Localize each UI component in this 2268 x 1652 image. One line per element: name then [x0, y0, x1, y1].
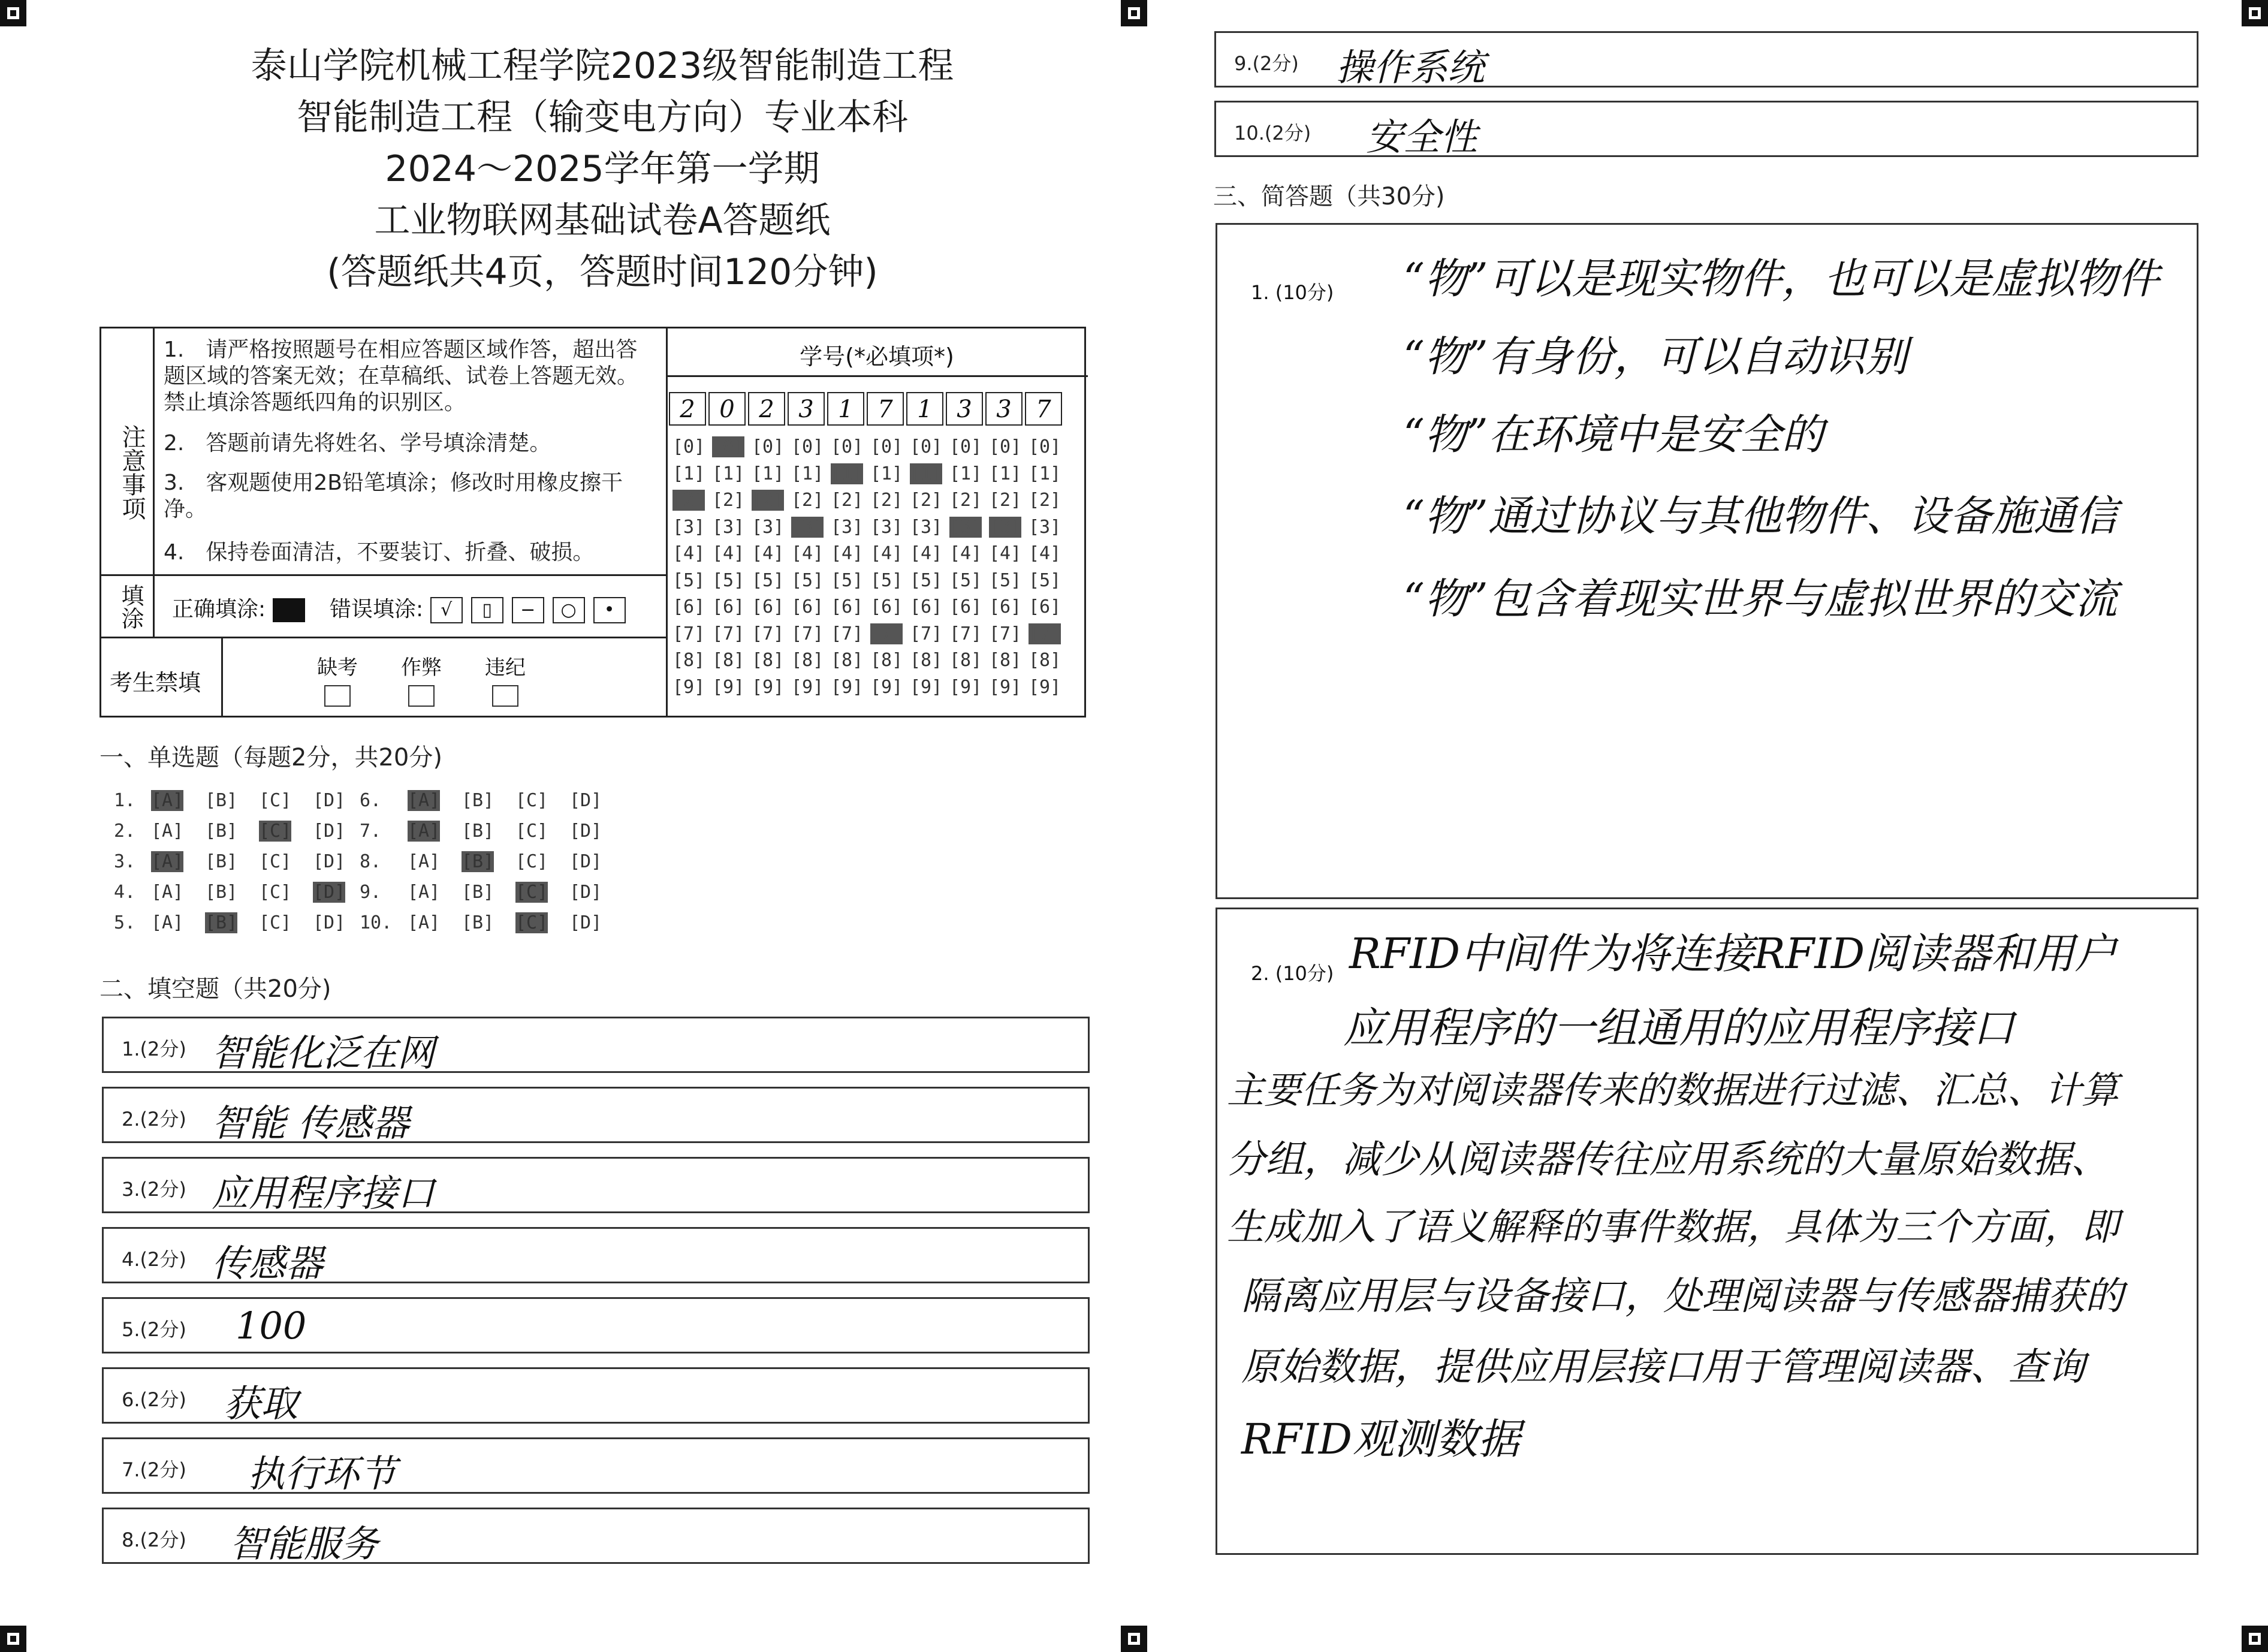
student-id-bubble[interactable]: [6]: [870, 596, 903, 617]
mcq-option[interactable]: [B]: [205, 790, 238, 811]
student-id-bubble[interactable]: [4]: [831, 543, 864, 564]
mcq-option[interactable]: [B]: [205, 851, 238, 872]
student-id-bubble[interactable]: [2]: [831, 490, 864, 511]
student-id-bubble[interactable]: [7]: [989, 623, 1022, 644]
student-id-bubble[interactable]: [6]: [712, 596, 745, 617]
fill-answer-label: 7.(2分): [122, 1458, 186, 1481]
student-id-bubble[interactable]: [8]: [870, 650, 903, 671]
student-id-bubble[interactable]: [6]: [910, 596, 943, 617]
student-id-bubble[interactable]: [3]: [752, 516, 785, 538]
fill-answer-label: 4.(2分): [122, 1248, 186, 1271]
notice-item-2: 2. 答题前请先将姓名、学号填涂清楚。: [164, 431, 551, 456]
wrong-fill-check: √: [430, 597, 463, 623]
wrong-fill-dot: •: [593, 597, 626, 623]
student-id-bubble[interactable]: [6]: [791, 596, 824, 617]
fill-answer-value: 安全性: [1366, 115, 1478, 159]
fill-answer-7[interactable]: [102, 1437, 1090, 1494]
mcq-number: 6.: [360, 790, 382, 811]
student-id-bubble[interactable]: [5]: [831, 569, 864, 591]
student-id-bubble[interactable]: [6]: [672, 596, 705, 617]
fill-answer-value: 智能服务: [230, 1522, 379, 1566]
mcq-number: 7.: [360, 821, 382, 842]
student-id-bubble[interactable]: [7]: [791, 623, 824, 644]
student-id-bubble[interactable]: [2]: [870, 490, 903, 511]
student-id-digit: 3: [985, 392, 1023, 426]
corner-marker-bottom-mid: [1121, 1626, 1147, 1652]
student-id-bubble[interactable]: [4]: [752, 543, 785, 564]
mcq-option[interactable]: [B]: [462, 851, 494, 872]
student-id-bubble[interactable]: [8]: [831, 650, 864, 671]
student-id-bubble[interactable]: [7]: [752, 623, 785, 644]
corner-marker-top-left: [0, 0, 26, 26]
short-answer-1-line: “物”可以是现实物件，也可以是虚拟物件: [1403, 254, 2160, 303]
short-answer-2-line: 分组，减少从阅读器传往应用系统的大量原始数据、: [1227, 1138, 2109, 1182]
student-id-bubble[interactable]: [0]: [712, 436, 745, 457]
mcq-option[interactable]: [A]: [408, 882, 441, 903]
corner-marker-top-right: [2242, 0, 2268, 26]
fill-answer-10[interactable]: [1214, 101, 2198, 157]
student-id-bubble[interactable]: [4]: [910, 543, 943, 564]
fill-answer-value: 传感器: [212, 1241, 324, 1285]
student-id-bubble[interactable]: [9]: [752, 676, 785, 698]
student-id-bubble[interactable]: [3]: [949, 516, 982, 538]
student-id-bubble[interactable]: [6]: [831, 596, 864, 617]
mcq-number: 4.: [114, 882, 136, 903]
short-answer-1-label: 1. (10分): [1251, 281, 1334, 304]
mcq-option[interactable]: [A]: [408, 851, 441, 872]
student-id-bubble[interactable]: [2]: [672, 490, 705, 511]
fill-answer-label: 5.(2分): [122, 1318, 186, 1341]
student-id-bubble[interactable]: [4]: [1029, 543, 1061, 564]
corner-marker-bottom-right: [2242, 1626, 2268, 1652]
wrong-fill-partial: ▯: [471, 597, 503, 623]
fill-answer-6[interactable]: [102, 1367, 1090, 1424]
student-id-bubble[interactable]: [7]: [949, 623, 982, 644]
header-line-2: 智能制造工程（输变电方向）专业本科: [297, 97, 908, 138]
student-id-digit: 0: [708, 392, 746, 426]
fill-answer-label: 10.(2分): [1234, 122, 1311, 144]
student-id-bubble[interactable]: [5]: [910, 569, 943, 591]
mcq-option[interactable]: [A]: [408, 821, 441, 842]
mcq-option[interactable]: [D]: [313, 790, 346, 811]
mcq-number: 5.: [114, 912, 136, 933]
student-id-bubble[interactable]: [0]: [752, 436, 785, 457]
student-id-bubble[interactable]: [1]: [949, 463, 982, 484]
student-id-bubble[interactable]: [9]: [831, 676, 864, 698]
student-id-bubble[interactable]: [3]: [910, 516, 943, 538]
student-id-bubble[interactable]: [0]: [989, 436, 1022, 457]
fill-answer-label: 1.(2分): [122, 1038, 186, 1060]
fill-answer-value: 执行环节: [248, 1452, 397, 1496]
mcq-option[interactable]: [D]: [569, 790, 602, 811]
student-id-bubble[interactable]: [5]: [791, 569, 824, 591]
mcq-option[interactable]: [B]: [205, 912, 238, 933]
prohibited-absent: 缺考: [317, 651, 358, 707]
notice-item-1: 1. 请严格按照题号在相应答题区域作答，超出答题区域的答案无效；在草稿纸、试卷上答题无效。禁止填涂答题纸四角的识别区。: [164, 337, 639, 415]
section2-title: 二、填空题（共20分): [99, 975, 331, 1003]
student-id-bubble[interactable]: [7]: [1029, 623, 1061, 644]
student-id-digit: 7: [867, 392, 904, 426]
student-id-bubble[interactable]: [6]: [1029, 596, 1061, 617]
student-id-bubble[interactable]: [1]: [1029, 463, 1061, 484]
student-id-bubble[interactable]: [4]: [870, 543, 903, 564]
student-id-bubble[interactable]: [0]: [910, 436, 943, 457]
student-id-bubble[interactable]: [9]: [949, 676, 982, 698]
student-id-bubble[interactable]: [7]: [870, 623, 903, 644]
mcq-option[interactable]: [A]: [151, 912, 184, 933]
short-answer-2[interactable]: [1216, 908, 2198, 1555]
mcq-number: 8.: [360, 851, 382, 872]
mcq-number: 10.: [360, 912, 393, 933]
mcq-option[interactable]: [B]: [462, 790, 494, 811]
student-id-bubble[interactable]: [8]: [752, 650, 785, 671]
fill-answer-label: 9.(2分): [1234, 52, 1299, 75]
fill-answer-5[interactable]: [102, 1297, 1090, 1353]
mcq-option[interactable]: [A]: [151, 821, 184, 842]
header-line-4: 工业物联网基础试卷A答题纸: [374, 200, 831, 242]
student-id-bubble[interactable]: [9]: [910, 676, 943, 698]
student-id-bubble[interactable]: [5]: [949, 569, 982, 591]
mcq-option[interactable]: [B]: [462, 912, 494, 933]
student-id-bubble[interactable]: [1]: [672, 463, 705, 484]
student-id-bubble[interactable]: [2]: [712, 490, 745, 511]
mcq-option[interactable]: [C]: [515, 821, 548, 842]
short-answer-2-label: 2. (10分): [1251, 962, 1334, 985]
student-id-bubble[interactable]: [7]: [712, 623, 745, 644]
student-id-bubble[interactable]: [2]: [989, 490, 1022, 511]
mcq-option[interactable]: [D]: [313, 821, 346, 842]
short-answer-2-line: RFID观测数据: [1241, 1415, 1521, 1464]
short-answer-2-line: 应用程序的一组通用的应用程序接口: [1343, 1003, 2014, 1053]
student-id-digit: 1: [906, 392, 943, 426]
student-id-bubble[interactable]: [0]: [1029, 436, 1061, 457]
student-id-bubble[interactable]: [2]: [1029, 490, 1061, 511]
student-id-bubble[interactable]: [9]: [672, 676, 705, 698]
mcq-option[interactable]: [D]: [313, 912, 346, 933]
fill-answer-value: 智能 传感器: [212, 1101, 409, 1145]
correct-fill-label: 正确填涂:: [172, 597, 266, 622]
student-id-bubble[interactable]: [1]: [831, 463, 864, 484]
wrong-fill-label: 错误填涂:: [330, 597, 424, 622]
student-id-bubble[interactable]: [0]: [791, 436, 824, 457]
mcq-option[interactable]: [C]: [259, 851, 292, 872]
notice-item-3: 3. 客观题使用2B铅笔填涂；修改时用橡皮擦干净。: [164, 471, 623, 521]
mcq-option[interactable]: [C]: [259, 912, 292, 933]
short-answer-2-line: 原始数据，提供应用层接口用于管理阅读器、查询: [1241, 1345, 2085, 1389]
student-id-bubble[interactable]: [4]: [712, 543, 745, 564]
fill-answer-4[interactable]: [102, 1227, 1090, 1283]
mcq-option[interactable]: [A]: [408, 790, 441, 811]
student-id-bubble[interactable]: [3]: [712, 516, 745, 538]
student-id-bubble[interactable]: [2]: [910, 490, 943, 511]
short-answer-2-line: 生成加入了语义解释的事件数据，具体为三个方面，即: [1227, 1205, 2119, 1249]
student-id-bubble[interactable]: [9]: [791, 676, 824, 698]
prohibited-violation: 违纪: [485, 651, 526, 707]
corner-marker-bottom-left: [0, 1626, 26, 1652]
section1-title: 一、单选题（每题2分，共20分): [99, 744, 442, 771]
fill-answer-2[interactable]: [102, 1087, 1090, 1143]
student-id-bubble[interactable]: [2]: [752, 490, 785, 511]
student-id-bubble[interactable]: [2]: [949, 490, 982, 511]
mcq-option[interactable]: [C]: [259, 821, 292, 842]
short-answer-1-line: “物”有身份，可以自动识别: [1403, 332, 1908, 381]
student-id-bubble[interactable]: [8]: [1029, 650, 1061, 671]
fill-answer-label: 6.(2分): [122, 1388, 186, 1411]
mcq-option[interactable]: [D]: [313, 882, 346, 903]
student-id-bubble[interactable]: [2]: [791, 490, 824, 511]
student-id-bubble[interactable]: [1]: [989, 463, 1022, 484]
student-id-digit: 7: [1025, 392, 1062, 426]
mcq-option[interactable]: [B]: [462, 821, 494, 842]
mcq-number: 2.: [114, 821, 136, 842]
short-answer-2-line: 隔离应用层与设备接口，处理阅读器与传感器捕获的: [1241, 1274, 2124, 1319]
fill-examples: [172, 592, 663, 623]
student-id-bubble[interactable]: [3]: [831, 516, 864, 538]
fill-answer-label: 3.(2分): [122, 1178, 186, 1201]
header-line-1: 泰山学院机械工程学院2023级智能制造工程: [251, 45, 954, 87]
student-id-bubble[interactable]: [6]: [989, 596, 1022, 617]
mcq-option[interactable]: [D]: [569, 882, 602, 903]
short-answer-2-line: 主要任务为对阅读器传来的数据进行过滤、汇总、计算: [1227, 1068, 2119, 1112]
student-id-bubble[interactable]: [8]: [949, 650, 982, 671]
student-id-bubble[interactable]: [0]: [672, 436, 705, 457]
student-id-bubble[interactable]: [4]: [672, 543, 705, 564]
fill-answer-8[interactable]: [102, 1508, 1090, 1564]
student-id-bubble[interactable]: [1]: [752, 463, 785, 484]
student-id-bubble[interactable]: [8]: [672, 650, 705, 671]
mcq-option[interactable]: [D]: [569, 912, 602, 933]
mcq-option[interactable]: [C]: [259, 882, 292, 903]
mcq-option[interactable]: [D]: [569, 821, 602, 842]
student-id-bubble[interactable]: [9]: [712, 676, 745, 698]
student-id-bubble[interactable]: [5]: [712, 569, 745, 591]
student-id-bubble[interactable]: [0]: [831, 436, 864, 457]
student-id-bubble[interactable]: [7]: [831, 623, 864, 644]
student-id-bubble[interactable]: [4]: [791, 543, 824, 564]
student-id-bubble[interactable]: [5]: [1029, 569, 1061, 591]
fill-answer-1[interactable]: [102, 1017, 1090, 1073]
prohibited-cheat: 作弊: [401, 651, 442, 707]
student-id-bubble[interactable]: [4]: [989, 543, 1022, 564]
student-id-bubble[interactable]: [8]: [989, 650, 1022, 671]
header-line-5: (答题纸共4页，答题时间120分钟): [327, 251, 878, 293]
mcq-option[interactable]: [C]: [515, 851, 548, 872]
fill-answer-label: 8.(2分): [122, 1529, 186, 1551]
student-id-bubble[interactable]: [1]: [910, 463, 943, 484]
corner-marker-top-mid: [1121, 0, 1147, 26]
notice-label: 注意事项: [118, 424, 146, 520]
fill-answer-3[interactable]: [102, 1157, 1090, 1213]
student-id-bubble[interactable]: [6]: [949, 596, 982, 617]
student-id-bubble[interactable]: [5]: [752, 569, 785, 591]
fill-answer-value: 100: [236, 1304, 307, 1347]
fill-label: 填涂: [117, 584, 144, 629]
fill-answer-value: 应用程序接口: [212, 1171, 435, 1215]
student-id-bubble[interactable]: [3]: [989, 516, 1022, 538]
student-id-digit: 2: [669, 392, 706, 426]
student-id-bubble[interactable]: [8]: [791, 650, 824, 671]
student-id-bubble[interactable]: [7]: [672, 623, 705, 644]
mcq-option[interactable]: [A]: [408, 912, 441, 933]
mcq-number: 9.: [360, 882, 382, 903]
student-id-bubble[interactable]: [9]: [870, 676, 903, 698]
student-id-bubble[interactable]: [3]: [1029, 516, 1061, 538]
student-id-title: 学号(*必填项*): [800, 343, 954, 370]
student-id-digit: 1: [827, 392, 864, 426]
mcq-number: 1.: [114, 790, 136, 811]
mcq-number: 3.: [114, 851, 136, 872]
mcq-option[interactable]: [D]: [313, 851, 346, 872]
student-id-digit: 3: [946, 392, 983, 426]
mcq-option[interactable]: [C]: [515, 790, 548, 811]
student-id-bubble[interactable]: [8]: [910, 650, 943, 671]
student-id-bubble[interactable]: [3]: [870, 516, 903, 538]
student-id-bubble[interactable]: [6]: [752, 596, 785, 617]
student-id-bubble[interactable]: [1]: [791, 463, 824, 484]
mcq-option[interactable]: [B]: [462, 882, 494, 903]
student-id-bubble[interactable]: [5]: [870, 569, 903, 591]
student-id-bubble[interactable]: [5]: [672, 569, 705, 591]
fill-answer-value: 获取: [224, 1382, 298, 1425]
mcq-option[interactable]: [C]: [259, 790, 292, 811]
section3-title: 三、简答题（共30分): [1213, 183, 1445, 210]
header-line-3: 2024～2025学年第一学期: [385, 148, 820, 190]
fill-answer-9[interactable]: [1214, 31, 2198, 88]
fill-answer-value: 智能化泛在网: [212, 1031, 435, 1075]
correct-fill-sample: [273, 598, 305, 622]
wrong-fill-dash: −: [512, 597, 544, 623]
mcq-option[interactable]: [A]: [151, 882, 184, 903]
student-id-bubble[interactable]: [9]: [1029, 676, 1061, 698]
student-id-bubble[interactable]: [1]: [870, 463, 903, 484]
student-id-bubble[interactable]: [9]: [989, 676, 1022, 698]
student-id-bubble[interactable]: [0]: [949, 436, 982, 457]
mcq-option[interactable]: [C]: [515, 912, 548, 933]
student-id-bubble[interactable]: [8]: [712, 650, 745, 671]
mcq-option[interactable]: [B]: [205, 882, 238, 903]
student-id-bubble[interactable]: [1]: [712, 463, 745, 484]
mcq-option[interactable]: [D]: [569, 851, 602, 872]
mcq-option[interactable]: [C]: [515, 882, 548, 903]
wrong-fill-circle: ○: [553, 597, 585, 623]
student-id-bubble[interactable]: [5]: [989, 569, 1022, 591]
student-id-bubble[interactable]: [7]: [910, 623, 943, 644]
student-id-digit: 2: [748, 392, 785, 426]
student-id-bubble[interactable]: [3]: [672, 516, 705, 538]
student-id-digit: 3: [788, 392, 825, 426]
student-id-bubble[interactable]: [3]: [791, 516, 824, 538]
short-answer-1-line: “物”包含着现实世界与虚拟世界的交流: [1403, 574, 2118, 623]
short-answer-2-line: RFID中间件为将连接RFID阅读器和用户: [1349, 929, 2117, 978]
notice-item-4: 4. 保持卷面清洁，不要装订、折叠、破损。: [164, 540, 595, 565]
student-id-bubble[interactable]: [0]: [870, 436, 903, 457]
fill-answer-value: 操作系统: [1336, 46, 1485, 89]
mcq-option[interactable]: [B]: [205, 821, 238, 842]
short-answer-1[interactable]: [1216, 223, 2198, 899]
mcq-option[interactable]: [A]: [151, 851, 184, 872]
short-answer-1-line: “物”在环境中是安全的: [1403, 410, 1824, 459]
short-answer-1-line: “物”通过协议与其他物件、设备施通信: [1403, 492, 2118, 541]
student-id-bubble[interactable]: [4]: [949, 543, 982, 564]
mcq-option[interactable]: [A]: [151, 790, 184, 811]
prohibited-label: 考生禁填: [110, 670, 201, 696]
fill-answer-label: 2.(2分): [122, 1108, 186, 1131]
